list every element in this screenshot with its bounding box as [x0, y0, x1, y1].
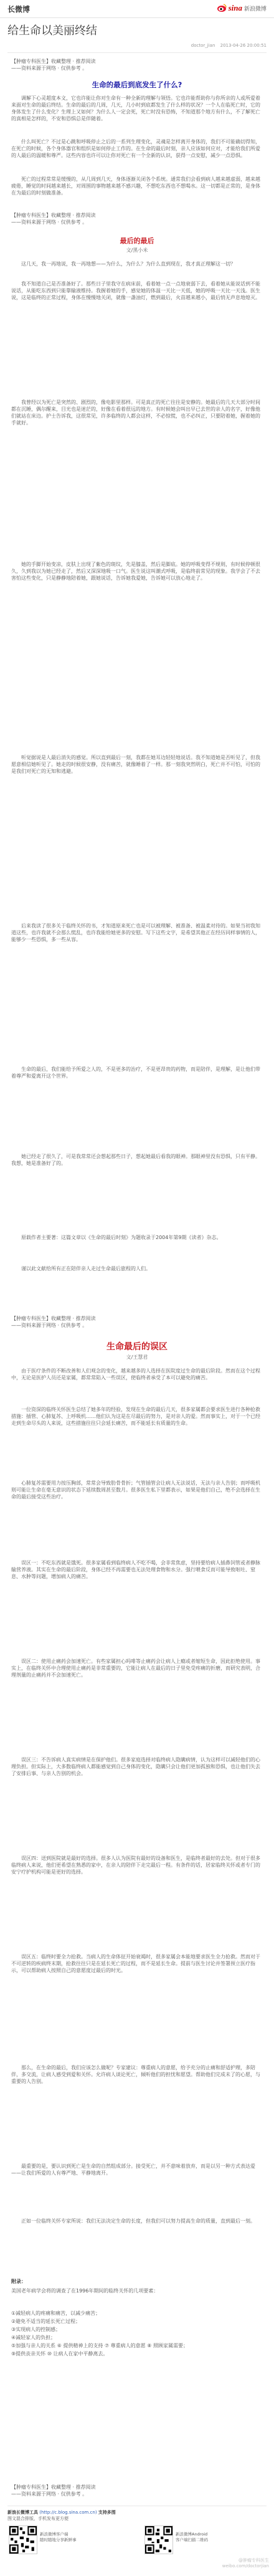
article-title: 给生命以美丽终结	[7, 24, 97, 37]
sina-weibo-logo[interactable]	[217, 3, 267, 13]
section3-paragraph: 正如一位临终关怀专家所说：我们无法决定生命的长度，但我们可以努力提高生命的质量，直到最后一刻。	[21, 2218, 255, 2224]
source-note: ——资料来源于网络 · 仅供参考 。	[11, 1323, 88, 1328]
qr2-caption	[176, 2532, 208, 2543]
section3-paragraph: 最重要的是，要认识到死亡是生命的自然组成部分。接受死亡，并不意味着放弃，而是以另一种方式表达爱——让我们所爱的人有尊严地、平静地离开。	[11, 2163, 255, 2176]
section3-paragraph: 误区四：送到医院就是最好的选择。很多人认为医院有最好的设备和医生，是临终者最好的去处。但对于很多临终病人来说，他们更希望在熟悉的家中，在亲人的陪伴下走完最后一程。有条件的话，居家临终关怀或者专门的安宁疗护机构可能是更好的选择。	[11, 1855, 260, 1875]
section3-author: 文/王慧君	[126, 1354, 148, 1360]
footer-tool-line	[7, 2509, 116, 2516]
top-bar	[0, 0, 274, 18]
list-item: ⑨提供丧亲关怀 ⑩ 让病人在家中平静离去。	[11, 2351, 108, 2357]
collection-note: 【肿瘤专科医生】收藏整理 · 推荐阅读	[11, 2484, 96, 2490]
footer-tool-label: 新浪长微博工具	[7, 2510, 38, 2515]
section1-paragraph: 死亡的过程常常是缓慢的，从几周到几天，身体逐渐关闭各个系统。通常我们会看到病人越来越虚弱，越来越疲倦，睡觉的时间越来越长，对周围的事物越来越不感兴趣，不想吃东西也不想喝水。这一切都是正常的，是身体在为最后的时刻做准备。	[11, 176, 260, 196]
weibo-eye-icon	[217, 4, 227, 12]
collection-note: 【肿瘤专科医生】收藏整理 · 推荐阅读	[11, 213, 96, 218]
source-note: ——资料来源于网络 · 仅供参考 。	[11, 219, 88, 225]
section2-paragraph: 生命的最后，我们能给予所爱之人的，不是更多的治疗，不是更昂贵的药物，而是陪伴，是理解，是让他们带着尊严和爱离开这个世界。	[11, 1066, 260, 1079]
recommend-block	[11, 2484, 263, 2497]
section1-paragraph: 调解下心灵超度本文，它也许能让你对生命有一种全新的理解与领悟。它也许能帮助你与你所亲的人或所爱着来面对生命的最后终结。生命的最后的几周，几天，几小时到底都发生了什么样的状况？一个人在临死亡时，它的身体发生了什么变化？生理上又如何？为什么人一定会死，死亡时没有恐怖，不知道那个地方有什么，不了解死亡的真相是怎样的，不安和恐惧总是伴随着。	[11, 95, 260, 122]
watermark-url: weibo.com/doctorjian	[222, 2564, 269, 2569]
section2-paragraph: 她已经走了很久了，可是我常常还会想起那些日子，想起她最后看我的眼神。那眼神里没有恐惧，只有平静。我想，她是准备好了的。	[11, 1154, 260, 1166]
recommend-block	[11, 1315, 263, 1329]
appendix-heading: 附录：	[11, 2279, 26, 2284]
section3-paragraph: 由于医疗条件的不断改善和人们观念的变化，越来越多的人选择在医院度过生命的最后阶段。然而在这个过程中，无论是医护人员还是家属，都常常陷入一些误区，使临终者承受了本可以避免的痛苦。	[11, 1368, 260, 1381]
section3-paragraph: 心肺复苏需要用力按压胸部，常常会导致肋骨骨折；气管插管会让病人无法说话，无法与亲人告别；而呼吸机则可能让生命在毫无意识的状态下延续数周甚至数月。很多医生私下里都表示，如果是他们自己，绝不会选择在生命的最后接受这些治疗。	[11, 1480, 260, 1500]
appendix-intro: 美国老年病学会将的调查了在1996年期间的临终关怀的几项要素：	[11, 2288, 159, 2294]
section2-author: 文/黑小米	[126, 247, 148, 253]
list-item: ④减轻家人的负担；	[11, 2335, 56, 2340]
author-handle[interactable]: doctor_jian	[191, 43, 215, 48]
qr-code-icon[interactable]	[9, 2526, 37, 2554]
section3-paragraph: 误区二：使用止痛药会加速死亡。有些家属担心吗啡等止痛药会让病人上瘾或者缩短生命，因此拒绝使用。事实上，在临终关怀中合理使用止痛药是非常重要的，它能让病人在最后的日子里免受疼痛的折磨，而研究表明，合理剂量的止痛药并不会加速死亡。	[11, 1659, 260, 1678]
logo-text: sina	[228, 3, 242, 12]
section3-paragraph: 误区一：不吃东西就是饿死。很多家属看到临终病人不吃不喝，会非常焦虑，坚持要给病人插鼻饲管或者静脉输营养液。其实在生命的最后阶段，身体已经不再需要也无法处理食物和水分。强行喂食反而可能导致呕吐、窒息、水肿等问题，增加病人的痛苦。	[11, 1560, 260, 1579]
qr1-title: 新浪微博客户端	[40, 2532, 68, 2537]
section2-paragraph: 听觉据说是人最后消失的感觉。所以直到最后一刻，我都在她耳边轻轻地说话。我不知道她是否听见了，但我愿意相信她听见了。她走的时候很安静，没有痛苦，就像睡着了一样。那一刻我突然明白，死亡并不可怕，可怕的是我们对死亡的无知和逃避。	[11, 755, 260, 774]
qr-code-icon[interactable]	[144, 2526, 173, 2554]
section3-paragraph: 一位资深的临终关怀医生总结了她多年的经验，发现在生命的最后几天，很多家属都会要求医生进行各种抢救措施：插管、心肺复苏、上呼吸机……他们认为这是在尽最后的努力，是对亲人的爱。然而事实上，对于一个已经走到生命尽头的人来说，这些措施往往只会延长痛苦，而不能延长有质量的生命。	[11, 1407, 260, 1426]
footer-tool-tail: 支持多图	[98, 2510, 116, 2515]
recommend-block	[11, 212, 263, 226]
article-meta	[187, 43, 267, 48]
section2-paragraph: 原载作者主要著：这篇文章以《生命的最后时刻》为题收录于2004年第9期《读者》杂志。	[21, 1235, 222, 1240]
qr2-title: 新浪微博Android	[176, 2532, 208, 2537]
section2-paragraph: 谨以此文献给所有正在陪伴亲人走过生命最后旅程的人们。	[21, 1266, 151, 1271]
watermark	[222, 2558, 269, 2569]
post-datetime: 2013-04-26 20:00:51	[220, 43, 267, 48]
section3-paragraph: 误区三：不告诉病人真实病情是在保护他们。很多家庭选择对临终病人隐瞒病情，认为这样可以减轻他们的心理负担。但实际上，大多数临终病人都能感觉到自己身体的变化，隐瞒只会让他们更加孤独和恐惧，也让他们失去了安排后事、与亲人告别的机会。	[11, 1757, 260, 1776]
qr2-subtitle: 客户端扫描二维码	[176, 2537, 208, 2542]
appendix-list	[11, 2309, 263, 2358]
watermark-handle: @肿瘤专科医生	[239, 2558, 269, 2563]
section3-paragraph: 那么，在生命的最后，我们应该怎么做呢？专家建议：尊重病人的意愿，给予充分的止痛和舒适护理，多陪伴，多交流，让病人感受到爱和关怀。允许病人谈论死亡，倾听他们的担忧和愿望。帮助他们完成未了的心愿，与重要的人告别。	[11, 2065, 260, 2084]
section2-paragraph: 后来我读了很多关于临终关怀的书，才知道原来死亡也是可以被理解、被准备、被温柔对待的。如果当初我知道这些，也许我就不会那么慌乱，也许我能给她更多的安慰。写下这些文字，是希望其他正在经历同样事情的人，能够少一些恐惧，多一些从容。	[11, 923, 260, 942]
section2-paragraph: 我不知道自己是否准备好了。那些日子里我守在病床前，看着她一点一点地衰弱下去，看着她从能说话到不能说话，从能吃东西到只能靠输液维持。我握着她的手，感觉她的体温一天比一天低，她的呼吸一天比一天浅。医生说，这是临终的正常过程，身体在慢慢地关闭，就像一盏油灯，燃到最后，火苗越来越小，最后悄无声息地熄灭。	[11, 281, 260, 300]
list-item: ③实现病人的控制感；	[11, 2327, 61, 2332]
list-item: ②避免不适当的延长死亡过程；	[11, 2319, 81, 2324]
section-heading-what-happens: 生命的最后到底发生了什么?	[92, 80, 182, 89]
section1-paragraph: 什么叫死亡？不过是心跳和呼吸停止之后的一系列生理变化，灵魂是怎样离开身体的，我们不可能确切得知，在死亡的时候，各个身体器官和组织是如何停止工作的。在生命的最后时刻，亲人应该如何应对，才能给我们所爱的人最后的温暖和尊严。这些内容也许可以让你对死亡有一个全新的认识，获得一点安慰，减少一点恐惧。	[11, 139, 260, 158]
list-item: ⑤加强与亲人的关系 ⑥ 提供精神上的支持 ⑦ 尊重病人的意愿 ⑧ 照顾家属需要；	[11, 2343, 188, 2349]
collection-note: 【肿瘤专科医生】收藏整理 · 推荐阅读	[11, 1316, 96, 1321]
qr1-subtitle: 随时随地分享新鲜事	[40, 2537, 77, 2542]
section-heading-the-very-last: 最后的最后	[120, 237, 154, 245]
section2-paragraph: 这几天，我一再地说，我一再地想——为什么，为什么？为什么直到现在，我才真正理解这一切？	[21, 261, 235, 267]
section-heading-misconceptions: 生命最后的误区	[106, 1342, 168, 1352]
section2-paragraph: 我曾经以为死亡是突然的、剧烈的，像电影里那样。可是真正的死亡往往是安静的。她最后的几天大部分时间都在沉睡，偶尔醒来，目光也是迷茫的，好像在看着很远的地方。有时候她会叫出早已去世的亲人的名字，好像他们就站在床边。护士告诉我，这很常见，许多临终的人都会这样，不必惊慌，也不必纠正，只要陪着她，握着她的手就好。	[11, 400, 260, 426]
qr1-caption	[40, 2532, 77, 2543]
collection-note: 【肿瘤专科医生】收藏整理 · 推荐阅读	[11, 59, 96, 64]
footer-tool-link[interactable]: (http://c.blog.sina.com.cn)	[39, 2510, 97, 2515]
section3-paragraph: 误区五：临终时要全力抢救。当病人的生命体征开始衰竭时，很多家属会本能地要求医生全力抢救。然而对于不可逆转的疾病终末期，抢救往往只是在延长死亡的过程，而不是延长生命。提前与医生讨论并签署预立医疗指示，可以帮助病人按照自己的意愿度过最后的时光。	[11, 1954, 260, 1973]
logo-subtext: 新浪微博	[243, 6, 267, 12]
footer-tool-subtext: 图文混合排版，手机发布更方便	[7, 2516, 68, 2521]
list-item: ①减轻病人的疼痛和痛苦，以减少痛苦；	[11, 2310, 101, 2316]
source-note: ——资料来源于网络 · 仅供参考 。	[11, 2491, 88, 2497]
source-note: ——资料来源于网络 · 仅供参考 。	[11, 65, 88, 71]
section2-paragraph: 她的手脚开始变凉，皮肤上出现了紫色的斑纹，先是膝盖，然后是脚底。她的呼吸变得不规则，有时候停顿很久，久到我以为她已经走了，然后又深深地吸一口气。医生说这叫潮式呼吸，是临终前常见的现象。我学会了不去害怕这些变化，只是静静地陪着她，跟她说话，告诉她我爱她，告诉她可以放心地走了。	[11, 562, 260, 581]
divider	[7, 52, 267, 53]
intro-block	[11, 58, 263, 72]
app-name: 长微博	[7, 5, 31, 14]
